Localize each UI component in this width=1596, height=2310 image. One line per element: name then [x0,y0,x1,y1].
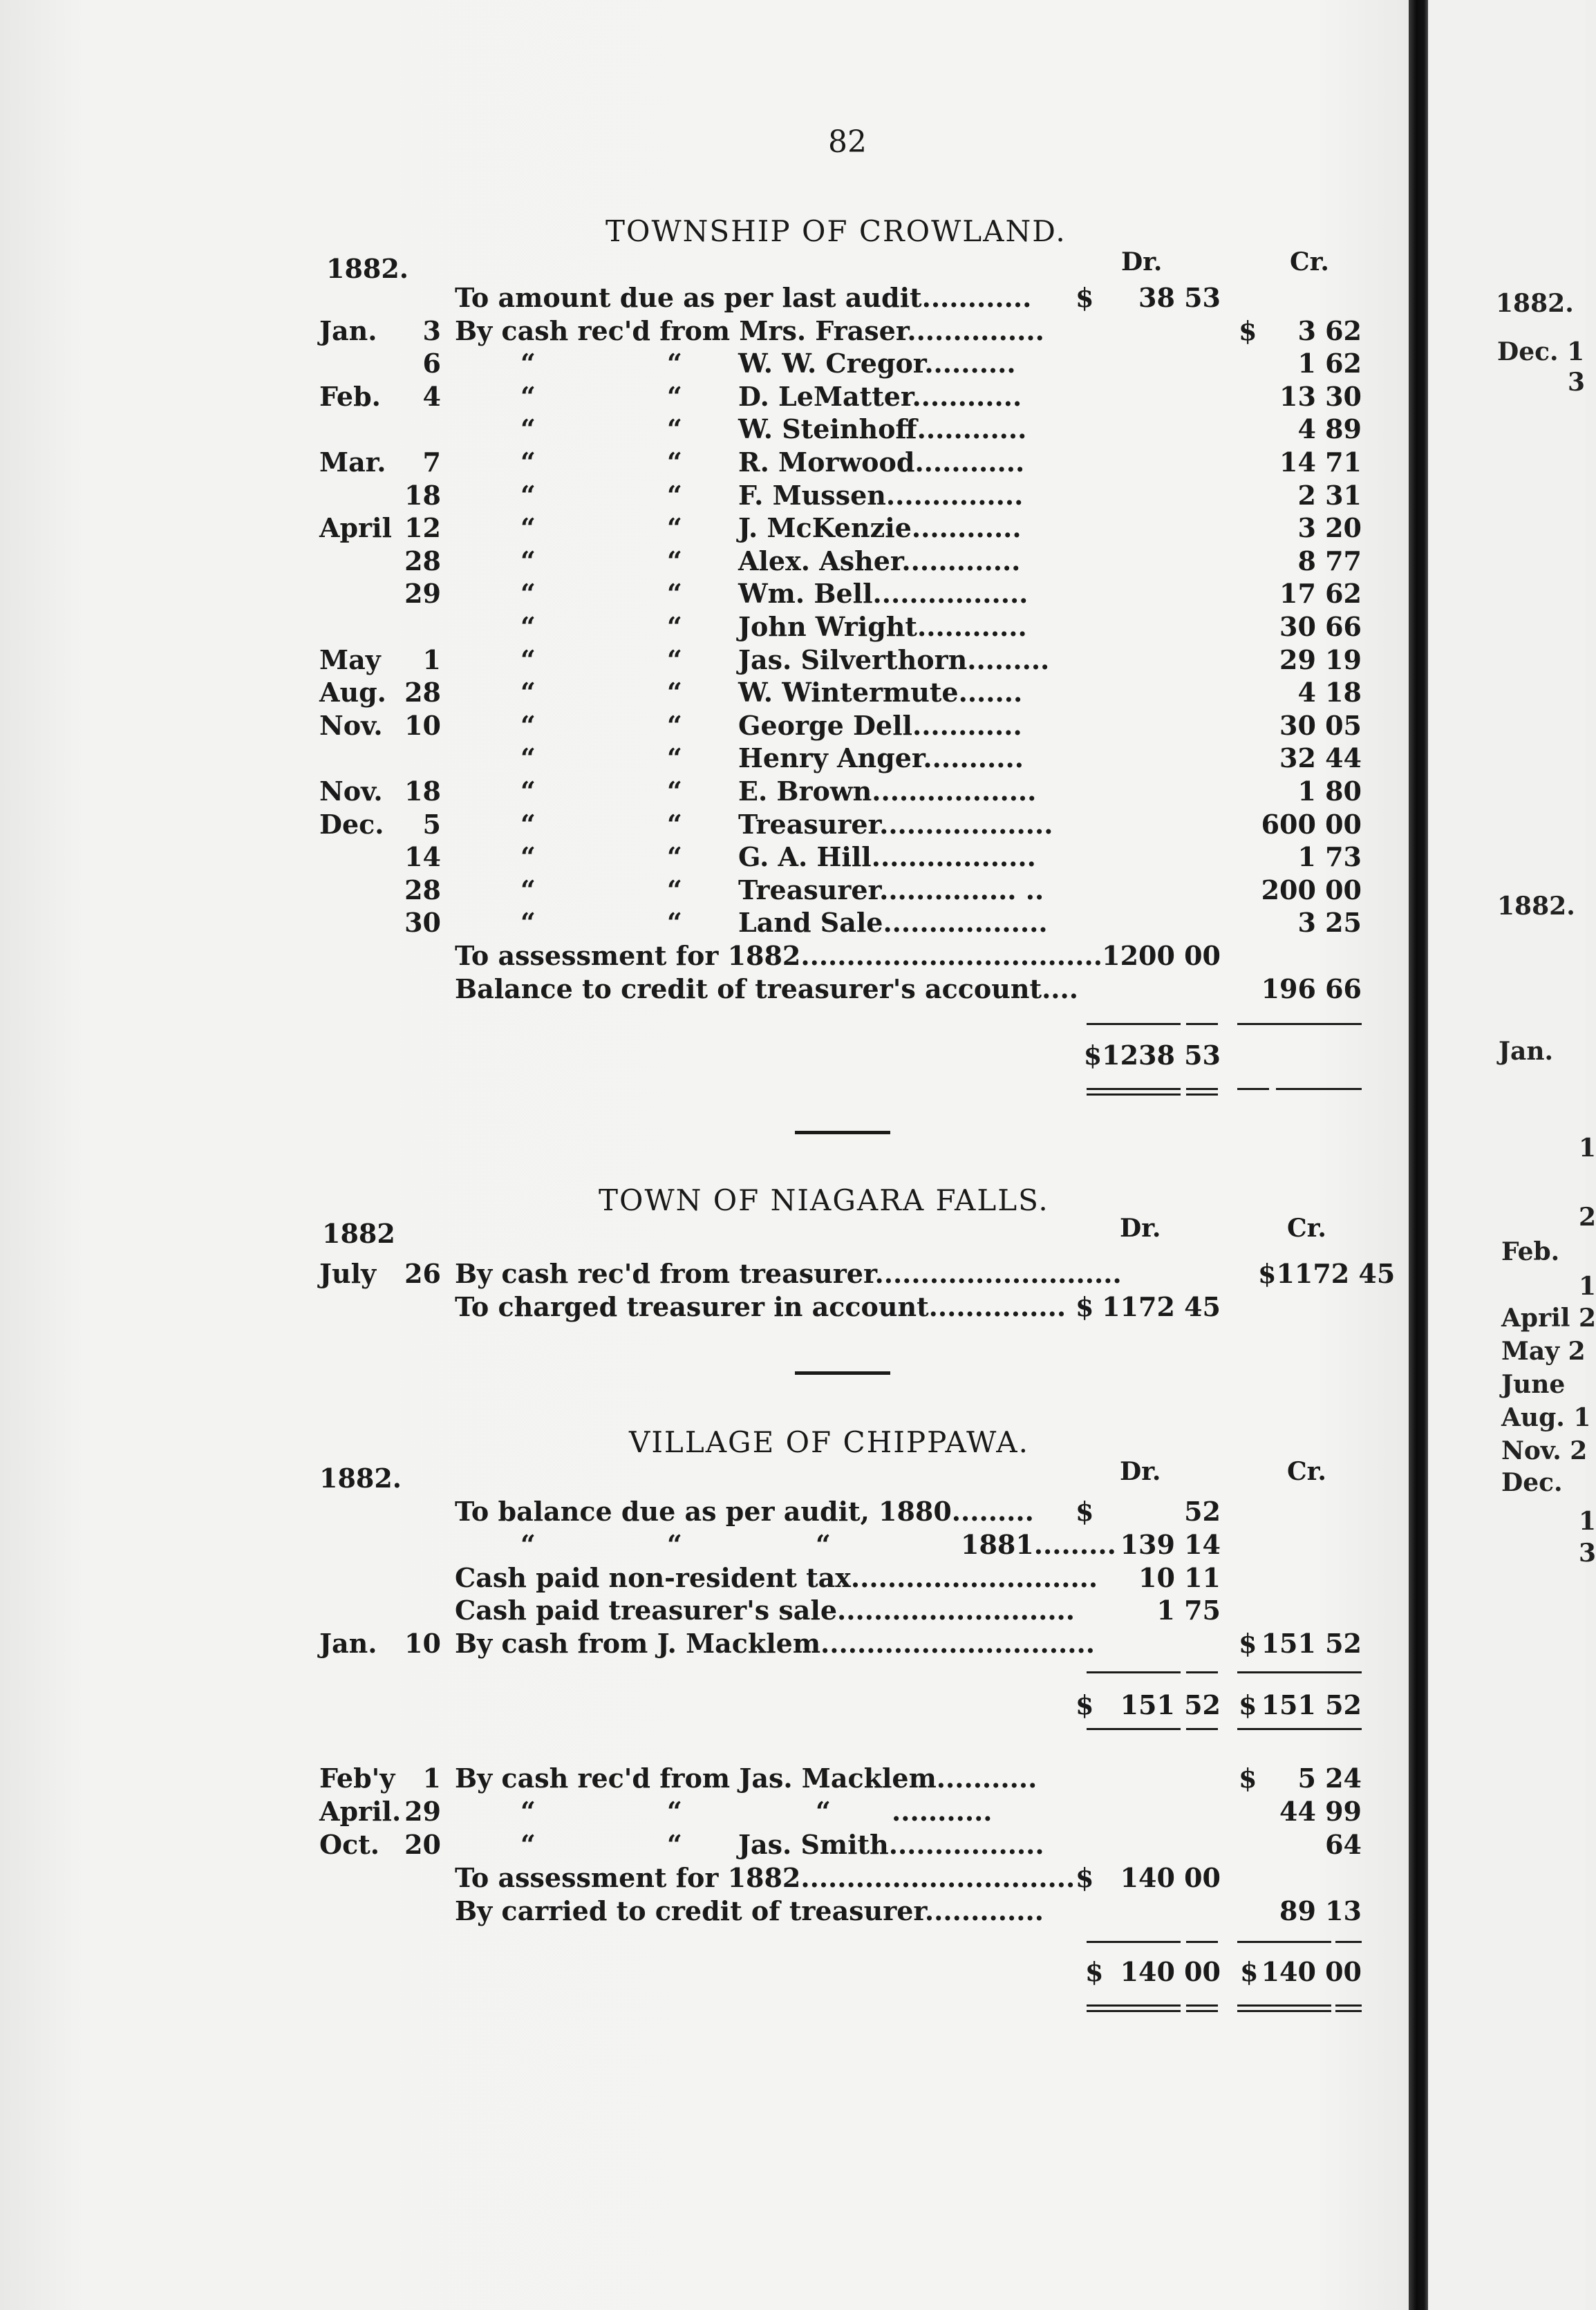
debit-amount: 1 75 [1156,1595,1221,1626]
credit-amount: 44 99 [1279,1796,1362,1827]
ditto-mark: “ [816,1528,831,1560]
chippawa-total-cr: 140 00 [1261,1956,1362,1987]
credit-amount: 196 66 [1261,973,1362,1004]
debit-amount: 38 53 [1138,282,1221,313]
ledger-row [0,1763,1382,1796]
chippawa-total-rule-3 [1237,2004,1331,2007]
entry-description: Cash paid non-resident tax........................... [455,1561,1098,1593]
entry-day: 28 [404,874,441,905]
credit-amount: 3 25 [1297,907,1362,939]
ledger-row [0,315,1382,348]
facing-page-fragment: June [1501,1370,1566,1399]
chippawa-total-rule-2 [1186,2004,1218,2007]
chippawa-year: 1882. [319,1463,402,1494]
facing-page-fragment: 1882. [1497,892,1575,921]
entry-name: W. W. Cregor.......... [738,348,1016,379]
niagara-title: TOWN OF NIAGARA FALLS. [599,1183,1049,1217]
ditto-mark: “ [667,348,682,379]
entry-name: Jas. Smith................. [738,1829,1044,1860]
entry-name: D. LeMatter............ [738,380,1022,412]
ledger-row [0,512,1382,545]
chippawa-subtotal-rule-6 [1237,1728,1362,1730]
facing-page-fragment: April 2 [1501,1304,1596,1333]
ditto-mark: “ [667,677,682,708]
debit-amount: 139 14 [1120,1528,1221,1560]
entry-month: July [319,1258,377,1289]
chippawa-subtotal-rule-4 [1087,1728,1181,1730]
ditto-mark: “ [520,776,536,807]
entry-name: Treasurer................... [738,808,1053,840]
credit-amount: 1 73 [1297,841,1362,873]
ditto-mark: “ [667,380,682,412]
ditto-mark: “ [520,380,536,412]
chippawa-total-rule-double-4 [1335,2010,1362,2012]
chippawa-total-cr-currency: $ [1240,1956,1259,1987]
chippawa-subtotal-rule-2 [1186,1671,1218,1673]
entry-description: To assessment for 1882.............................. [455,1862,1076,1893]
entry-description: To charged treasurer in account............... [455,1291,1067,1322]
facing-page-fragment: 3 [1579,1539,1596,1568]
chippawa-total-rule [1087,2004,1181,2007]
entry-day: 20 [404,1829,441,1860]
ditto-mark: “ [520,709,536,741]
chippawa-total-rule-double [1087,2010,1181,2012]
ditto-mark: “ [520,348,536,379]
ledger-row [0,282,1382,315]
facing-page-fragment: Nov. 2 [1501,1436,1588,1465]
credit-currency: $ [1239,1628,1257,1660]
debit-currency: $ [1076,1496,1094,1527]
entry-month: Dec. [319,808,384,840]
ditto-mark: “ [520,742,536,774]
debit-currency: $ [1076,1291,1094,1322]
niagara-cr-header: Cr. [1287,1214,1326,1243]
chippawa-subtotal-rule-3 [1237,1671,1362,1673]
ditto-mark: “ [520,447,536,478]
niagara-year: 1882 [322,1218,395,1249]
ditto-mark: “ [667,447,682,478]
ledger-row [0,1595,1382,1628]
credit-amount: 14 71 [1279,447,1362,478]
entry-name: Alex. Asher............. [738,545,1021,576]
ledger-row [0,611,1382,644]
facing-page-fragment: 1 [1579,1272,1596,1301]
entry-name: F. Mussen............... [738,479,1024,511]
credit-amount: $1172 45 [1258,1258,1396,1289]
ledger-row [0,776,1382,809]
chippawa-sum-rule-2 [1186,1941,1218,1943]
ditto-mark: “ [667,545,682,576]
facing-page-fragment: 1882. [1496,289,1574,318]
facing-page-fragment: Jan. [1499,1037,1554,1066]
facing-page-fragment: 1 [1579,1507,1596,1536]
ditto-mark: “ [520,578,536,610]
entry-day: 14 [404,841,441,873]
entry-month: Feb. [319,380,381,412]
crowland-year: 1882. [326,253,409,284]
credit-amount: 30 66 [1279,611,1362,642]
ledger-row [0,381,1382,414]
ledger-row [0,841,1382,874]
entry-day: 29 [404,1796,441,1827]
crowland-total-rule-4 [1276,1088,1362,1090]
ditto-mark: “ [520,1796,536,1827]
debit-currency: $ [1076,1689,1094,1720]
credit-amount: 3 20 [1297,512,1362,544]
entry-day: 30 [404,907,441,939]
entry-description: ........... [892,1796,993,1827]
entry-day: 6 [422,348,441,379]
chippawa-subtotal-rule-5 [1186,1728,1218,1730]
debit-currency: $ [1076,282,1094,313]
entry-name: Wm. Bell................. [738,578,1029,610]
crowland-total-rule-double-2 [1186,1093,1218,1096]
credit-amount: 1 62 [1297,348,1362,379]
ditto-mark: “ [520,874,536,905]
credit-amount: 600 00 [1261,808,1362,840]
facing-page-fragment: Dec. [1501,1468,1563,1497]
ledger-row [0,413,1382,447]
credit-amount: 13 30 [1279,380,1362,412]
debit-amount: 151 52 [1120,1689,1221,1720]
entry-name: Treasurer............... .. [738,874,1044,905]
ledger-row [0,1628,1382,1661]
chippawa-total-rule-double-3 [1237,2010,1331,2012]
debit-amount: 1172 45 [1102,1291,1221,1322]
ledger-row [0,1258,1396,1291]
entry-day: 28 [404,545,441,576]
entry-name: Land Sale.................. [738,907,1048,939]
entry-description: 1881......... [961,1528,1116,1560]
facing-page-fragment: 2 [1579,1203,1596,1232]
credit-amount: 30 05 [1279,709,1362,741]
facing-page-fragment: Aug. 1 [1501,1403,1591,1432]
ditto-mark: “ [667,512,682,544]
credit-amount: 32 44 [1279,742,1362,774]
entry-month: Jan. [319,314,377,346]
ditto-mark: “ [667,1796,682,1827]
entry-day: 29 [404,578,441,610]
chippawa-sum-rule-3 [1237,1941,1331,1943]
crowland-dr-header: Dr. [1121,247,1163,276]
ditto-mark: “ [667,1829,682,1860]
ditto-mark: “ [667,1528,682,1560]
entry-name: George Dell............ [738,709,1022,741]
ledger-row [0,1689,1382,1722]
ditto-mark: “ [520,479,536,511]
entry-day: 1 [422,1763,441,1794]
crowland-total-rule-double [1087,1093,1181,1096]
debit-amount: 1200 00 [1102,940,1221,971]
crowland-total-row [0,1040,1382,1073]
crowland-sum-rule-dr-cents [1186,1023,1218,1025]
credit-amount: 64 [1325,1829,1362,1860]
crowland-total-rule [1087,1088,1181,1090]
entry-description: By carried to credit of treasurer............. [455,1895,1044,1926]
ditto-mark: “ [520,512,536,544]
ledger-row [0,940,1382,973]
ledger-row [0,1796,1382,1829]
entry-month: Feb'y [319,1763,395,1794]
entry-month: Jan. [319,1628,377,1660]
entry-month: April. [319,1796,402,1827]
crowland-total-dr: $1238 53 [1083,1040,1221,1071]
entry-day: 18 [404,479,441,511]
ditto-mark: “ [667,776,682,807]
debit-amount: 140 00 [1120,1862,1221,1893]
ditto-mark: “ [667,644,682,675]
ditto-mark: “ [520,413,536,445]
credit-amount: 8 77 [1297,545,1362,576]
entry-month: Aug. [319,677,386,708]
chippawa-dr-header: Dr. [1120,1457,1161,1486]
credit-amount: 29 19 [1279,644,1362,675]
debit-currency: $ [1076,1862,1094,1893]
ditto-mark: “ [816,1796,831,1827]
ditto-mark: “ [520,677,536,708]
entry-name: John Wright............ [738,611,1027,642]
chippawa-subtotal-rule [1087,1671,1181,1673]
entry-day: 10 [404,709,441,741]
crowland-cr-header: Cr. [1290,247,1329,276]
entry-month: Nov. [319,776,383,807]
credit-amount: 3 62 [1297,314,1362,346]
entry-name: E. Brown.................. [738,776,1037,807]
credit-amount: 4 18 [1297,677,1362,708]
entry-day: 26 [404,1258,441,1289]
ditto-mark: “ [520,841,536,873]
entry-description: By cash rec'd from Mrs. Fraser............... [455,314,1044,346]
ledger-row [0,1496,1382,1529]
crowland-total-rule-3 [1237,1088,1269,1090]
credit-currency: $ [1239,314,1257,346]
ditto-mark: “ [667,413,682,445]
book-binding-shadow [1409,0,1428,2310]
facing-page-fragment: 3 [1568,368,1586,397]
chippawa-total-rule-double-2 [1186,2010,1218,2012]
ditto-mark: “ [520,644,536,675]
ledger-row [0,1895,1382,1928]
ledger-row [0,578,1382,611]
entry-description: By cash rec'd from Jas. Macklem........... [455,1763,1038,1794]
ledger-row [0,545,1382,579]
ledger-row [0,710,1382,743]
facing-page-fragment: 1 [1579,1134,1596,1163]
facing-page-fragment: Feb. [1501,1237,1560,1266]
entry-day: 1 [422,644,441,675]
entry-name: R. Morwood............ [738,447,1025,478]
entry-month: April [319,512,392,544]
entry-day: 7 [422,447,441,478]
credit-amount: 5 24 [1297,1763,1362,1794]
entry-name: J. McKenzie............ [738,512,1022,544]
entry-day: 5 [422,808,441,840]
ditto-mark: “ [520,907,536,939]
entry-day: 28 [404,677,441,708]
entry-day: 3 [422,314,441,346]
ledger-row [0,480,1382,513]
ledger-row [0,742,1382,776]
ditto-mark: “ [520,808,536,840]
ditto-mark: “ [520,1528,536,1560]
ledger-row [0,1862,1382,1895]
ledger-row [0,1291,1382,1324]
credit-amount: 200 00 [1261,874,1362,905]
facing-page-fragment: May 2 [1501,1337,1586,1366]
entry-description: To assessment for 1882................................. [455,940,1102,971]
chippawa-total-dr: 140 00 [1120,1956,1221,1987]
chippawa-total-row [0,1956,1382,1989]
entry-month: Mar. [319,447,386,478]
entry-month: Oct. [319,1829,380,1860]
ledger-row [0,907,1382,940]
entry-name: W. Wintermute....... [738,677,1023,708]
ditto-mark: “ [520,545,536,576]
crowland-title: TOWNSHIP OF CROWLAND. [605,214,1067,248]
entry-description: To balance due as per audit, 1880......... [455,1496,1034,1527]
crowland-sum-rule-cr [1237,1023,1362,1025]
ditto-mark: “ [520,1829,536,1860]
entry-month: Nov. [319,709,383,741]
entry-day: 4 [422,380,441,412]
facing-page-fragment: Dec. 1 [1497,337,1585,366]
credit-amount: 2 31 [1297,479,1362,511]
ditto-mark: “ [667,907,682,939]
entry-description: Balance to credit of treasurer's account.... [455,973,1078,1004]
ledger-row [0,973,1382,1006]
chippawa-title: VILLAGE OF CHIPPAWA. [629,1425,1029,1459]
entry-description: By cash from J. Macklem.............................. [455,1628,1095,1660]
debit-amount: 52 [1184,1496,1221,1527]
credit-amount: 151 52 [1261,1628,1362,1660]
credit-currency: $ [1239,1689,1257,1720]
entry-day: 12 [404,512,441,544]
ditto-mark: “ [520,611,536,642]
entry-month: May [319,644,381,675]
ditto-mark: “ [667,841,682,873]
ditto-mark: “ [667,611,682,642]
ledger-row [0,1562,1382,1595]
ledger-row [0,1529,1382,1562]
chippawa-cr-header: Cr. [1287,1457,1326,1486]
niagara-dr-header: Dr. [1120,1214,1161,1243]
ditto-mark: “ [667,479,682,511]
entry-name: Jas. Silverthorn......... [738,644,1050,675]
ledger-row [0,677,1382,710]
credit-amount: 89 13 [1279,1895,1362,1926]
entry-name: Henry Anger........... [738,742,1024,774]
ledger-row [0,809,1382,842]
entry-name: G. A. Hill.................. [738,841,1036,873]
entry-day: 18 [404,776,441,807]
credit-amount: 4 89 [1297,413,1362,445]
chippawa-sum-rule [1087,1941,1181,1943]
ditto-mark: “ [667,709,682,741]
ledger-row [0,447,1382,480]
ditto-mark: “ [667,808,682,840]
entry-description: By cash rec'd from treasurer........................... [455,1258,1122,1289]
ditto-mark: “ [667,742,682,774]
chippawa-sum-rule-4 [1335,1941,1362,1943]
credit-currency: $ [1239,1763,1257,1794]
ledger-row [0,644,1382,677]
entry-day: 10 [404,1628,441,1660]
crowland-total-rule-2 [1186,1088,1218,1090]
ledger-row [0,874,1382,908]
ledger-row [0,348,1382,381]
ditto-mark: “ [667,578,682,610]
crowland-sum-rule-dr [1087,1023,1181,1025]
entry-description: To amount due as per last audit............ [455,282,1032,313]
credit-amount: 1 80 [1297,776,1362,807]
ditto-mark: “ [667,874,682,905]
entry-name: W. Steinhoff............ [738,413,1027,445]
chippawa-total-dr-currency: $ [1085,1956,1104,1987]
debit-amount: 10 11 [1138,1561,1221,1593]
credit-amount: 17 62 [1279,578,1362,610]
ledger-row [0,1829,1382,1862]
section-divider-2 [795,1371,890,1375]
section-divider [795,1131,890,1134]
credit-amount: 151 52 [1261,1689,1362,1720]
entry-description: Cash paid treasurer's sale.......................... [455,1595,1076,1626]
chippawa-total-rule-4 [1335,2004,1362,2007]
page-number: 82 [828,124,867,160]
